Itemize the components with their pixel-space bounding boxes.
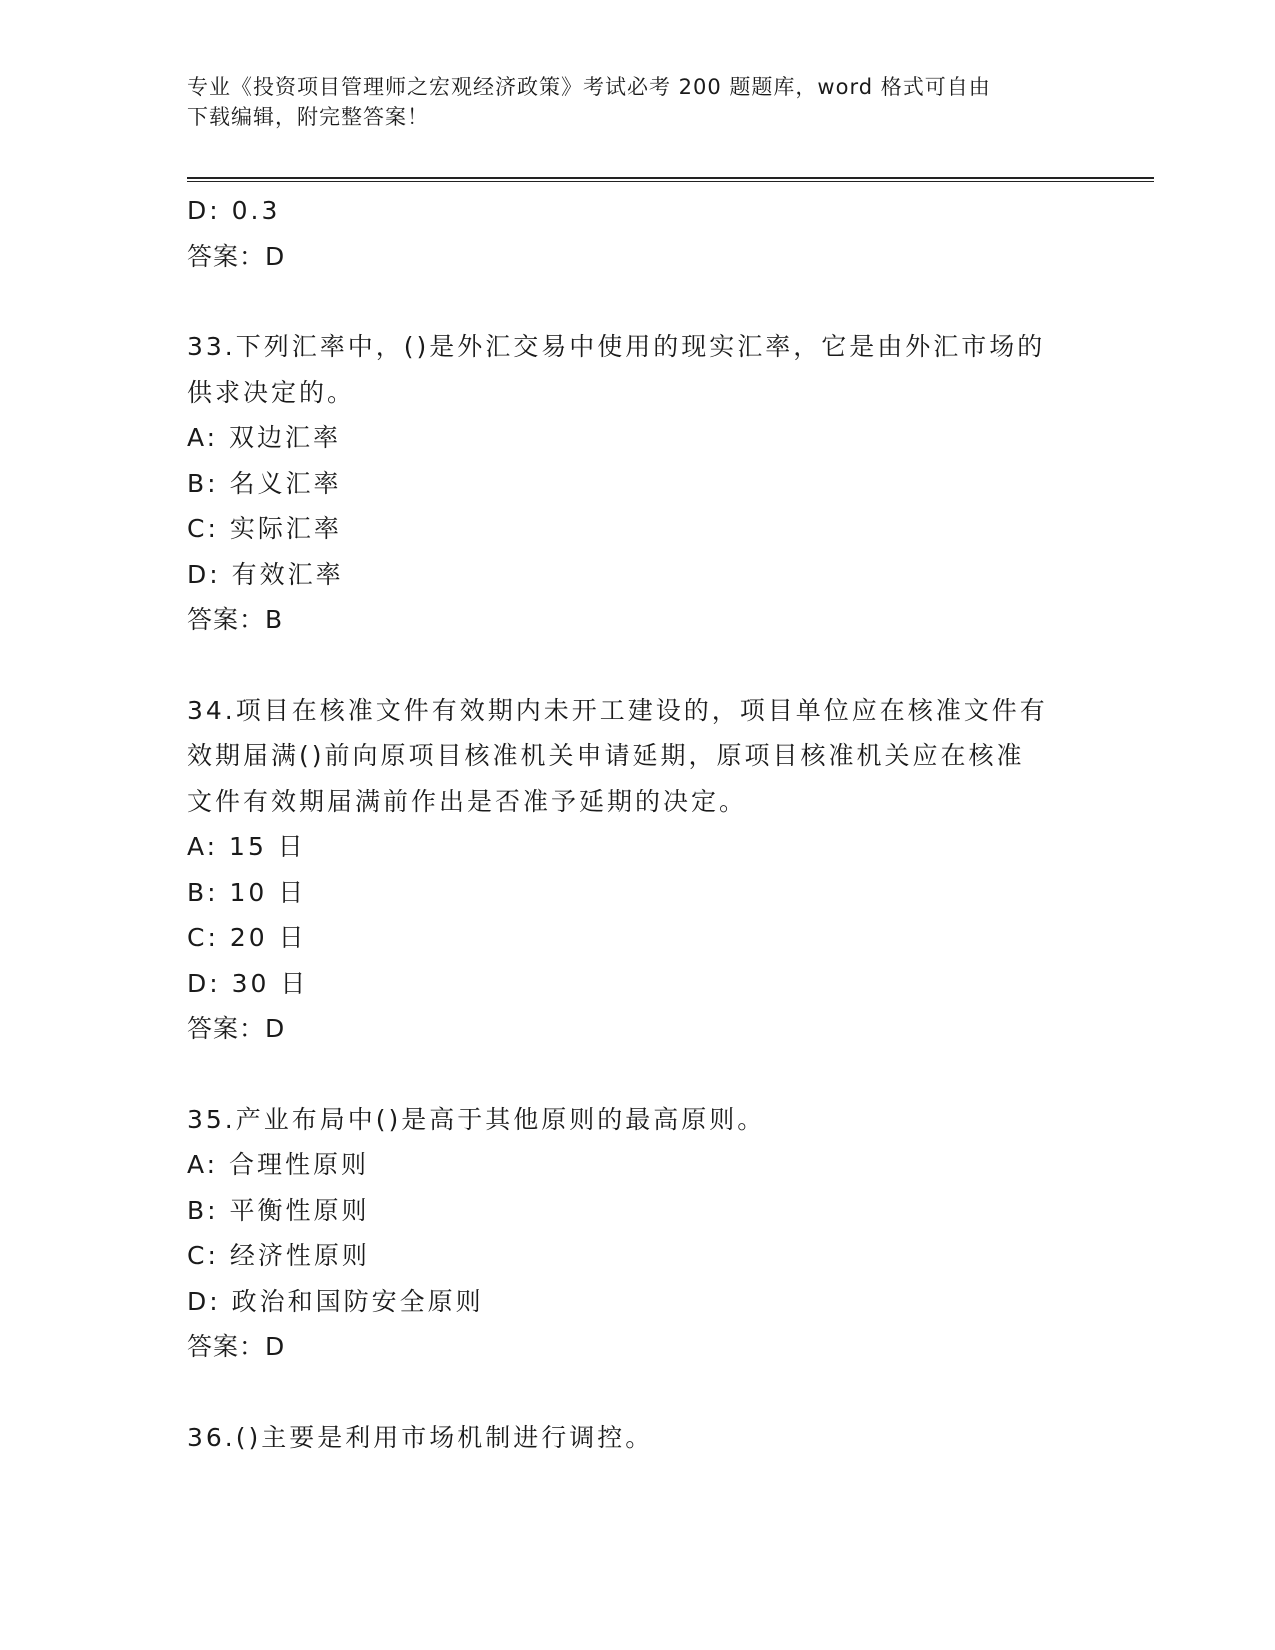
spacer [187, 643, 1087, 688]
question-block [187, 688, 1087, 1052]
option-b: B: 10 日 [187, 877, 307, 907]
option-d: D: 0.3 [187, 196, 281, 225]
spacer [187, 279, 1087, 324]
answer-line: 答案：D [187, 241, 286, 271]
question-stem: 36.()主要是利用市场机制进行调控。 [187, 1422, 654, 1452]
question-stem: 35.产业布局中()是高于其他原则的最高原则。 [187, 1104, 766, 1134]
answer-line: 答案：D [187, 1332, 286, 1361]
option-b: B: 平衡性原则 [187, 1195, 370, 1225]
answer-line: 答案：D [187, 1014, 286, 1043]
question-stem: 文件有效期届满前作出是否准予延期的决定。 [187, 786, 748, 816]
option-a: A: 双边汇率 [187, 423, 342, 452]
option-a: A: 合理性原则 [187, 1150, 370, 1179]
header-title-line-2: 下载编辑，附完整答案！ [187, 105, 429, 129]
question-list [187, 188, 1087, 1460]
option-d: D: 政治和国防安全原则 [187, 1286, 484, 1316]
option-c: C: 实际汇率 [187, 514, 342, 543]
answer-line: 答案：B [187, 605, 284, 634]
question-stem: 供求决定的。 [187, 377, 356, 407]
page-header [187, 72, 1087, 132]
header-divider [187, 177, 1154, 182]
option-c: C: 20 日 [187, 923, 307, 952]
question-stem: 34.项目在核准文件有效期内未开工建设的，项目单位应在核准文件有 [187, 695, 1048, 725]
question-block [187, 324, 1087, 643]
question-stem: 效期届满()前向原项目核准机关申请延期，原项目核准机关应在核准 [187, 741, 1025, 770]
question-block [187, 1097, 1087, 1370]
header-title-line-1: 专业《投资项目管理师之宏观经济政策》考试必考 200 题题库，word 格式可自由 [187, 75, 991, 99]
option-b: B: 名义汇率 [187, 468, 342, 498]
question-block [187, 188, 1087, 279]
option-d: D: 有效汇率 [187, 559, 344, 589]
spacer [187, 1370, 1087, 1415]
option-c: C: 经济性原则 [187, 1241, 370, 1270]
question-stem: 33.下列汇率中，()是外汇交易中使用的现实汇率，它是由外汇市场的 [187, 332, 1046, 361]
option-a: A: 15 日 [187, 832, 306, 861]
option-d: D: 30 日 [187, 968, 309, 998]
question-block [187, 1415, 1087, 1461]
spacer [187, 1052, 1087, 1097]
